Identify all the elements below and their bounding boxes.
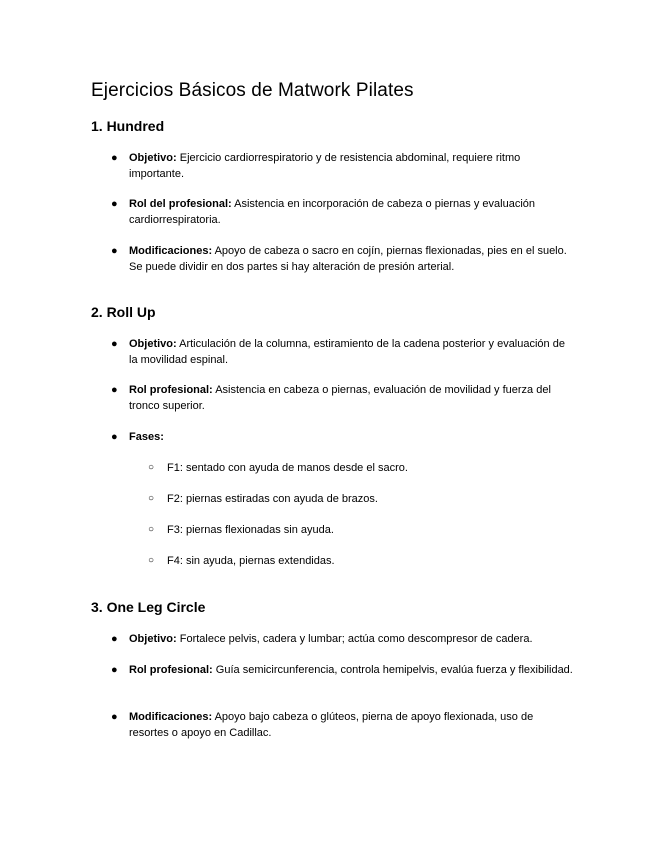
list-item bbox=[111, 709, 574, 741]
list-item bbox=[111, 382, 574, 414]
circle-bullet-icon: ○ bbox=[148, 462, 155, 473]
circle-bullet-icon: ○ bbox=[148, 555, 155, 566]
phase-text: F1: sentado con ayuda de manos desde el sacro. bbox=[167, 462, 408, 474]
bullet-icon: ● bbox=[111, 338, 118, 350]
list-item bbox=[111, 631, 574, 647]
list-item bbox=[111, 662, 574, 678]
item-text: Apoyo bajo cabeza o glúteos, pierna de apoyo flexionada, uso de resortes o apoyo en Cadillac. bbox=[129, 711, 534, 739]
document-title: Ejercicios Básicos de Matwork Pilates bbox=[91, 80, 414, 101]
item-text: Ejercicio cardiorrespiratorio y de resistencia abdominal, requiere ritmo importante. bbox=[129, 152, 521, 180]
item-text: Asistencia en incorporación de cabeza o piernas y evaluación cardiorrespiratoria. bbox=[129, 198, 535, 226]
circle-bullet-icon: ○ bbox=[148, 524, 155, 535]
bullet-icon: ● bbox=[111, 152, 118, 164]
item-label: Fases: bbox=[129, 431, 164, 443]
section-heading-hundred: 1. Hundred bbox=[91, 118, 165, 134]
item-text: Guía semicircunferencia, controla hemipelvis, evalúa fuerza y flexibilidad. bbox=[215, 664, 573, 676]
bullet-icon: ● bbox=[111, 431, 118, 443]
list-item bbox=[111, 429, 574, 445]
item-label: Rol del profesional: bbox=[129, 198, 232, 210]
item-label: Modificaciones: bbox=[129, 711, 213, 723]
sub-list-item bbox=[148, 491, 567, 507]
item-label: Rol profesional: bbox=[129, 664, 213, 676]
phase-text: F2: piernas estiradas con ayuda de brazos. bbox=[167, 493, 378, 505]
item-label: Objetivo: bbox=[129, 152, 177, 164]
item-text: Apoyo de cabeza o sacro en cojín, piernas flexionadas, pies en el suelo. Se puede dividir en dos partes si hay alteración de presión arterial. bbox=[129, 245, 567, 273]
bullet-icon: ● bbox=[111, 711, 118, 723]
item-label: Rol profesional: bbox=[129, 384, 213, 396]
bullet-icon: ● bbox=[111, 633, 118, 645]
circle-bullet-icon: ○ bbox=[148, 493, 155, 504]
bullet-icon: ● bbox=[111, 664, 118, 676]
phase-text: F4: sin ayuda, piernas extendidas. bbox=[167, 555, 335, 567]
bullet-icon: ● bbox=[111, 384, 118, 396]
item-label: Modificaciones: bbox=[129, 245, 213, 257]
item-label: Objetivo: bbox=[129, 338, 177, 350]
list-item bbox=[111, 243, 574, 275]
item-label: Objetivo: bbox=[129, 633, 177, 645]
sub-list-item bbox=[148, 460, 567, 476]
list-item bbox=[111, 196, 574, 228]
sub-list-item bbox=[148, 553, 567, 569]
list-item bbox=[111, 336, 574, 368]
item-text: Articulación de la columna, estiramiento de la cadena posterior y evaluación de la movilidad espinal. bbox=[129, 338, 565, 366]
list-item bbox=[111, 150, 574, 182]
bullet-icon: ● bbox=[111, 198, 118, 210]
section-heading-one-leg-circle: 3. One Leg Circle bbox=[91, 599, 206, 615]
phase-text: F3: piernas flexionadas sin ayuda. bbox=[167, 524, 334, 536]
item-text: Asistencia en cabeza o piernas, evaluación de movilidad y fuerza del tronco superior. bbox=[129, 384, 551, 412]
item-text: Fortalece pelvis, cadera y lumbar; actúa como descompresor de cadera. bbox=[179, 633, 533, 645]
bullet-icon: ● bbox=[111, 245, 118, 257]
sub-list-item bbox=[148, 522, 567, 538]
section-heading-roll-up: 2. Roll Up bbox=[91, 304, 156, 320]
